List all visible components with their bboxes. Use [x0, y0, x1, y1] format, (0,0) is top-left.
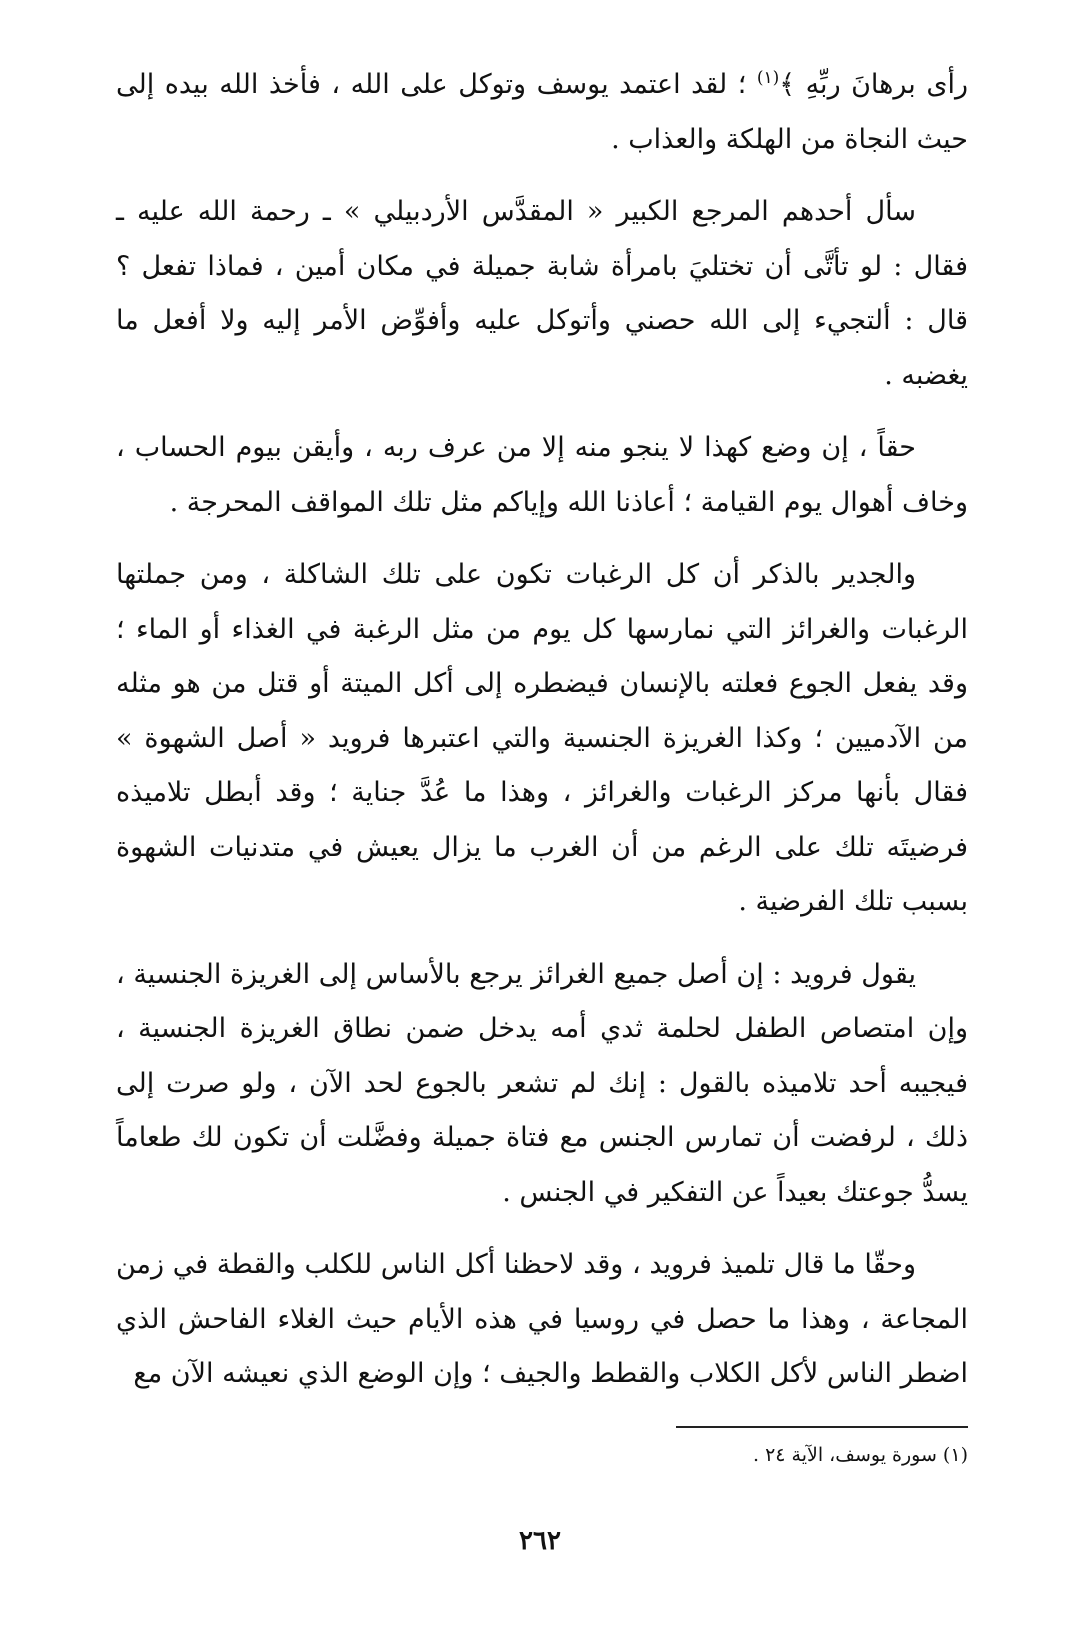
page-number: ٢٦٢ [519, 1526, 561, 1556]
paragraph-5: يقول فرويد : إن أصل جميع الغرائز يرجع بالأساس إلى الغريزة الجنسية ، وإن امتصاص الطفل لحلمة ثدي أمه يدخل ضمن نطاق الغريزة الجنسية ، فيجيبه أحد تلاميذه بالقول : إنك لم تشعر بالجوع لحد الآن ، ولو صرت إلى ذلك ، لرفضت أن تمارس الجنس مع فتاة جميلة وفضَّلت أن تكون لك طعاماً يسدُّ جوعتك بعيداً عن التفكير في الجنس . [116, 958, 968, 1208]
paragraph-1-continuation: ؛ لقد اعتمد يوسف وتوكل على الله ، فأخذ الله بيده إلى حيث النجاة من الهلكة والعذاب . [116, 69, 968, 155]
footnote: (١) سورة يوسف، الآية ٢٤ . [752, 1444, 968, 1466]
footnote-separator [676, 1426, 968, 1428]
paragraph-1-opening: رأى برهانَ ربِّهِ ﴾ [779, 69, 968, 100]
paragraph-1 [116, 58, 968, 167]
footnote-reference-marker: (١) [756, 68, 780, 88]
paragraph-3: حقاً ، إن وضع كهذا لا ينجو منه إلا من عرف ربه ، وأيقن بيوم الحساب ، وخاف أهوال يوم القيامة ؛ أعاذنا الله وإياكم مثل تلك المواقف المحرجة . [116, 432, 968, 518]
paragraph-4: والجدير بالذكر أن كل الرغبات تكون على تلك الشاكلة ، ومن جملتها الرغبات والغرائز التي نمارسها كل يوم من مثل الرغبة في الغذاء أو الماء ؛ وقد يفعل الجوع فعلته بالإنسان فيضطره إلى أكل الميتة أو قتل من هو مثله من الآدميين ؛ وكذا الغريزة الجنسية والتي اعتبرها فرويد « أصل الشهوة » فقال بأنها مركز الرغبات والغرائز ، وهذا ما عُدَّ جناية ؛ وقد أبطل تلاميذه فرضيتَه تلك على الرغم من أن الغرب ما يزال يعيش في متدنيات الشهوة بسبب تلك الفرضية . [116, 559, 968, 917]
body-text [116, 58, 968, 1420]
paragraph-2: سأل أحدهم المرجع الكبير « المقدَّس الأردبيلي » ـ رحمة الله عليه ـ فقال : لو تأتَّى أن تختليَ بامرأة شابة جميلة في مكان أمين ، فماذا تفعل ؟ قال : ألتجيء إلى الله حصني وأتوكل عليه وأفوِّض الأمر إليه ولا أفعل ما يغضبه . [116, 196, 969, 391]
paragraph-6: وحقّا ما قال تلميذ فرويد ، وقد لاحظنا أكل الناس للكلب والقطة في زمن المجاعة ، وهذا ما حصل في روسيا في هذه الأيام حيث الغلاء الفاحش الذي اضطر الناس لأكل الكلاب والقطط والجيف ؛ وإن الوضع الذي نعيشه الآن مع [116, 1249, 968, 1389]
